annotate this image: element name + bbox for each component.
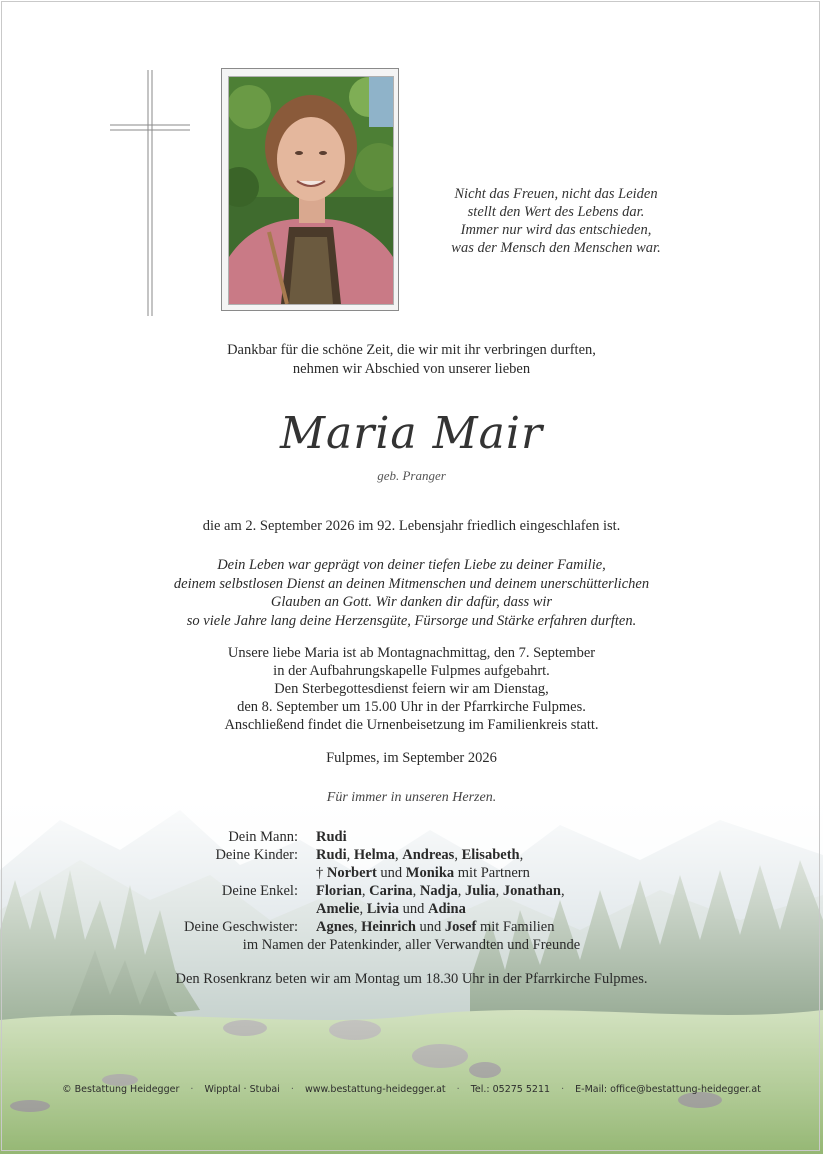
footer-website-link[interactable]: www.bestattung-heidegger.at	[304, 1084, 446, 1095]
tribute-line: Glauben an Gott. Wir danken dir dafür, dass wir	[270, 594, 553, 610]
family-value: † Norbert und Monika mit Partnern	[316, 865, 530, 881]
family-row-husband	[0, 828, 823, 846]
maiden-name: geb. Pranger	[377, 468, 446, 483]
tribute-line: Dein Leben war geprägt von deiner tiefen Liebe zu deiner Familie,	[217, 557, 606, 573]
portrait-photo	[228, 76, 394, 305]
portrait-frame	[221, 68, 399, 311]
family-label: Deine Kinder:	[215, 847, 298, 863]
arrangement-line: Anschließend findet die Urnenbeisetzung im Familienkreis statt.	[224, 717, 599, 733]
family-value: Rudi	[316, 829, 347, 845]
family-value: Amelie, Livia und Adina	[316, 901, 466, 917]
family-label: Deine Enkel:	[221, 883, 298, 899]
tribute-text	[0, 556, 823, 630]
death-notice: die am 2. September 2026 im 92. Lebensjahr friedlich eingeschlafen ist.	[202, 518, 621, 534]
memorial-quote	[420, 185, 692, 257]
deceased-name: Maria Mair	[280, 408, 543, 459]
family-value: Florian, Carina, Nadja, Julia, Jonathan,	[316, 883, 565, 899]
footer-company: © Bestattung Heidegger	[62, 1084, 180, 1095]
family-row-children	[0, 846, 823, 864]
family-value: Rudi, Helma, Andreas, Elisabeth,	[316, 847, 524, 863]
footer-region: Wipptal · Stubai	[204, 1084, 280, 1095]
family-closing: im Namen der Patenkinder, aller Verwandten und Freunde	[242, 937, 581, 953]
family-row-siblings	[0, 918, 823, 936]
family-row-grandchildren-2	[0, 900, 823, 918]
quote-line: stellt den Wert des Lebens dar.	[467, 204, 645, 220]
quote-line: Immer nur wird das entschieden,	[460, 222, 652, 238]
footer-separator: ·	[561, 1084, 565, 1095]
intro-line: Dankbar für die schöne Zeit, die wir mit ihr verbringen durften,	[227, 342, 596, 358]
footer-phone: Tel.: 05275 5211	[470, 1084, 551, 1095]
intro-line: nehmen wir Abschied von unserer lieben	[292, 361, 531, 377]
family-value: Agnes, Heinrich und Josef mit Familien	[316, 919, 555, 935]
tribute-line: so viele Jahre lang deine Herzensgüte, Fürsorge und Stärke erfahren durften.	[186, 612, 637, 629]
family-row-children-2	[0, 864, 823, 882]
family-label: Deine Geschwister:	[184, 919, 298, 935]
arrangement-line: in der Aufbahrungskapelle Fulpmes aufgebahrt.	[273, 663, 550, 679]
cross-icon	[108, 68, 192, 318]
forever-line: Für immer in unseren Herzen.	[326, 790, 497, 805]
tribute-line: deinem selbstlosen Dienst an deinen Mitmenschen und deinem unerschütterlichen	[173, 575, 650, 592]
arrangement-line: den 8. September um 15.00 Uhr in der Pfarrkirche Fulpmes.	[237, 699, 586, 715]
funeral-arrangements	[0, 644, 823, 734]
place-date: Fulpmes, im September 2026	[326, 750, 497, 766]
quote-line: was der Mensch den Menschen war.	[451, 240, 661, 256]
family-row-closing	[0, 936, 823, 954]
footer-separator: ·	[190, 1084, 194, 1095]
intro-text	[0, 341, 823, 379]
footer-separator: ·	[290, 1084, 294, 1095]
deceased-cross-icon: †	[316, 865, 324, 881]
footer-separator: ·	[456, 1084, 460, 1095]
family-label: Dein Mann:	[228, 829, 298, 845]
arrangement-line: Unsere liebe Maria ist ab Montagnachmittag, den 7. September	[227, 645, 596, 661]
arrangement-line: Den Sterbegottesdienst feiern wir am Dienstag,	[274, 681, 549, 697]
footer-email-link[interactable]: E-Mail: office@bestattung-heidegger.at	[575, 1084, 761, 1095]
quote-line: Nicht das Freuen, nicht das Leiden	[454, 186, 658, 202]
rosary-notice: Den Rosenkranz beten wir am Montag um 18.30 Uhr in der Pfarrkirche Fulpmes.	[175, 971, 648, 987]
family-row-grandchildren	[0, 882, 823, 900]
footer	[0, 1084, 823, 1095]
